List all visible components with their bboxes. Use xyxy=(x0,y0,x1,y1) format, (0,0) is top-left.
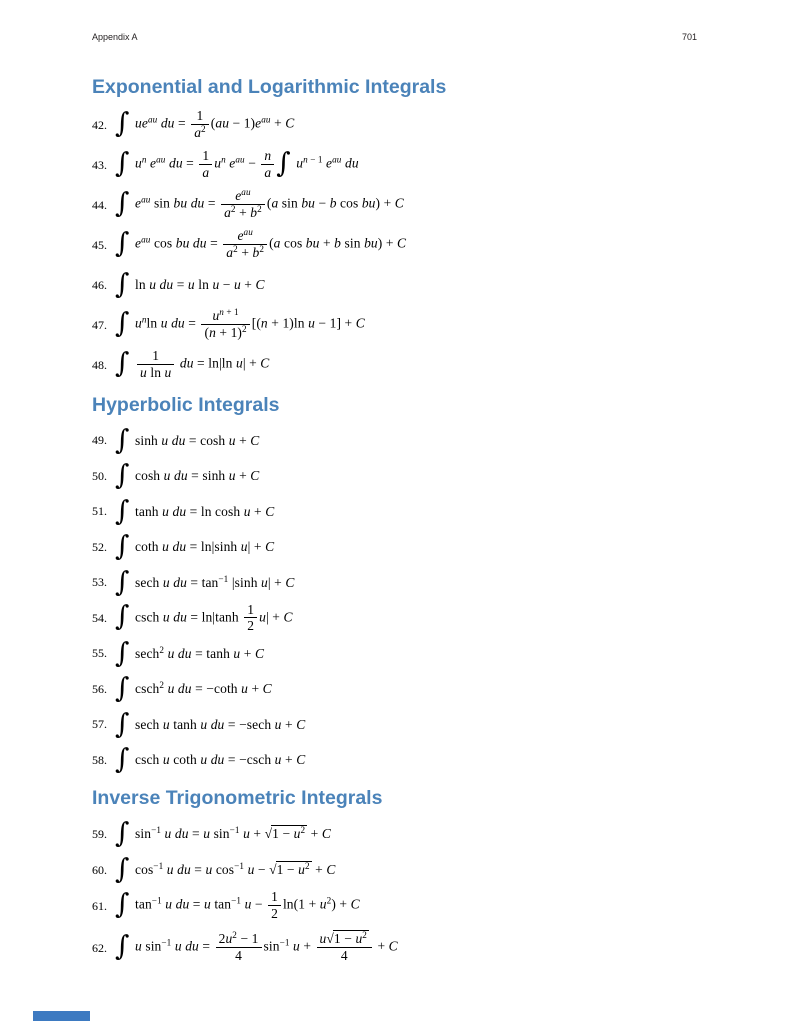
formula-number: 44. xyxy=(92,197,107,212)
formula-math: ∫ u $\sin^{-1} u$ du = $\frac{2u^2 - 1}{4}$ $\sin^{-1} u$ + $\frac{u√1 - u^2}{4}$ + C xyxy=(115,929,398,963)
formula-row xyxy=(92,816,697,852)
formula-math: ∫ sech u du = $\tan^{-1} |\sinh$ u| + C xyxy=(115,564,295,598)
formula-number: 53. xyxy=(92,575,107,590)
formula-math: ∫ $e^{au}$ sin bu du = $\frac{e^{au}}{a^2 + b^2}$ (a sin bu − b cos bu) + C xyxy=(115,186,404,220)
formula-number: 50. xyxy=(92,468,107,483)
formula-number: 52. xyxy=(92,539,107,554)
integral-sign: ∫ xyxy=(115,186,130,219)
formula-math: ∫ $\tan^{-1} u$ du = u $\tan^{-1} u$ − $\frac{1}{2}$ $\ln(1 + u^2) + C$ xyxy=(115,887,360,921)
formula-row xyxy=(92,345,697,385)
integral-sign: ∫ xyxy=(115,106,130,139)
formula-math: ∫ sinh u du = cosh u + C xyxy=(115,422,260,456)
integral-sign: ∫ xyxy=(276,146,291,179)
formula-number: 62. xyxy=(92,940,107,955)
formula-number: 49. xyxy=(92,433,107,448)
formula-number: 55. xyxy=(92,646,107,661)
formula-number: 46. xyxy=(92,277,107,292)
formula-row xyxy=(92,105,697,145)
integral-sign: ∫ xyxy=(115,851,130,885)
formula-row xyxy=(92,225,697,265)
formula-number: 43. xyxy=(92,157,107,172)
integral-sign: ∫ xyxy=(115,346,130,379)
formula-math: ∫ ln u du = u ln u − u + C xyxy=(115,266,265,300)
formula-row xyxy=(92,565,697,601)
formula-math: ∫ csch u du = ln|tanh $\frac{1}{2}$ u| + C xyxy=(115,599,293,633)
formula-number: 42. xyxy=(92,117,107,132)
formula-number: 56. xyxy=(92,681,107,696)
formula-number: 54. xyxy=(92,610,107,625)
integral-sign: ∫ xyxy=(115,458,130,492)
integral-sign: ∫ xyxy=(115,529,130,563)
integral-sign: ∫ xyxy=(115,146,130,179)
formula-row xyxy=(92,924,697,972)
integral-sign: ∫ xyxy=(115,422,130,456)
integral-sign: ∫ xyxy=(115,815,130,849)
formula-math: ∫ tanh u du = ln cosh u + C xyxy=(115,493,275,527)
running-head-text: Appendix A xyxy=(92,32,138,42)
formula-number: 59. xyxy=(92,826,107,841)
formula-row xyxy=(92,423,697,459)
formula-row xyxy=(92,494,697,530)
formula-row xyxy=(92,888,697,924)
formula-math: ∫ $e^{au}$ cos bu du = $\frac{e^{au}}{a^2 + b^2}$ (a cos bu + b sin bu) + C xyxy=(115,226,407,260)
section-heading: Inverse Trigonometric Integrals xyxy=(92,787,383,809)
formula-number: 51. xyxy=(92,504,107,519)
formula-number: 57. xyxy=(92,717,107,732)
formula-row xyxy=(92,743,697,779)
section-formulas xyxy=(92,816,697,972)
integral-sign: ∫ xyxy=(115,306,130,339)
integral-sign: ∫ xyxy=(115,226,130,259)
formula-row xyxy=(92,636,697,672)
formula-math: ∫ coth u du = ln|sinh u| + C xyxy=(115,529,275,563)
formula-number: 58. xyxy=(92,752,107,767)
formula-math: ∫ $u^n$ $e^{au}$ du = $\frac{1}{a}$ $u^n$ $e^{au}$ − $\frac{n}{a}$ ∫ $u^{n - 1}$ $e^{au}$ du xyxy=(115,146,359,180)
formula-row xyxy=(92,265,697,305)
section-heading: Hyperbolic Integrals xyxy=(92,394,280,416)
formula-number: 61. xyxy=(92,898,107,913)
formula-row xyxy=(92,672,697,708)
running-header xyxy=(92,31,697,43)
formula-row xyxy=(92,185,697,225)
formula-row xyxy=(92,707,697,743)
formula-number: 60. xyxy=(92,862,107,877)
integral-sign: ∫ xyxy=(115,266,130,300)
integral-sign: ∫ xyxy=(115,742,130,776)
formula-math: ∫ sech u tanh u du = −sech u + C xyxy=(115,706,306,740)
integral-sign: ∫ xyxy=(115,564,130,598)
formula-row xyxy=(92,601,697,637)
integral-sign: ∫ xyxy=(115,887,130,920)
formula-math: ∫ $ue^{au}$ du = $\frac{1}{a^2}$ $(au - 1)e^{au} + C$ xyxy=(115,106,295,140)
page-number: 701 xyxy=(681,32,697,42)
formula-math: ∫ $u^n\ln$ u du = $\frac{u^{n + 1}}{(n + 1)^2}$ [(n + 1)ln u − 1] + C xyxy=(115,306,365,340)
formula-number: 47. xyxy=(92,317,107,332)
integral-sign: ∫ xyxy=(115,599,130,633)
section-formulas xyxy=(92,105,697,385)
formula-math: ∫ csch$^2$ u du = −coth u + C xyxy=(115,671,272,705)
formula-math: ∫ csch u coth u du = −csch u + C xyxy=(115,742,306,776)
integral-sign: ∫ xyxy=(115,635,130,669)
formula-row xyxy=(92,530,697,566)
section-heading: Exponential and Logarithmic Integrals xyxy=(92,76,447,98)
formula-math: ∫ sech$^2$ u du = tanh u + C xyxy=(115,635,265,669)
section-formulas xyxy=(92,423,697,778)
formula-math: ∫ $\frac{1}{\text{u ln u}}$ du = ln|ln u| + C xyxy=(115,346,270,380)
formula-row xyxy=(92,852,697,888)
formula-row xyxy=(92,305,697,345)
integral-sign: ∫ xyxy=(115,706,130,740)
formula-number: 45. xyxy=(92,237,107,252)
formula-number: 48. xyxy=(92,357,107,372)
formula-math: ∫ $\sin^{-1} u$ du = u $\sin^{-1} u + √1 - u^2 + C$ xyxy=(115,815,331,849)
formula-row xyxy=(92,145,697,185)
formula-math: ∫ cosh u du = sinh u + C xyxy=(115,458,260,492)
formula-list xyxy=(92,76,697,972)
integral-sign: ∫ xyxy=(115,493,130,527)
footer-accent-bar xyxy=(33,1011,90,1021)
integral-sign: ∫ xyxy=(115,671,130,705)
integral-sign: ∫ xyxy=(115,929,130,962)
formula-row xyxy=(92,459,697,495)
formula-math: ∫ $\cos^{-1} u$ du = u $\cos^{-1} u - √1 - u^2 + C$ xyxy=(115,851,336,885)
